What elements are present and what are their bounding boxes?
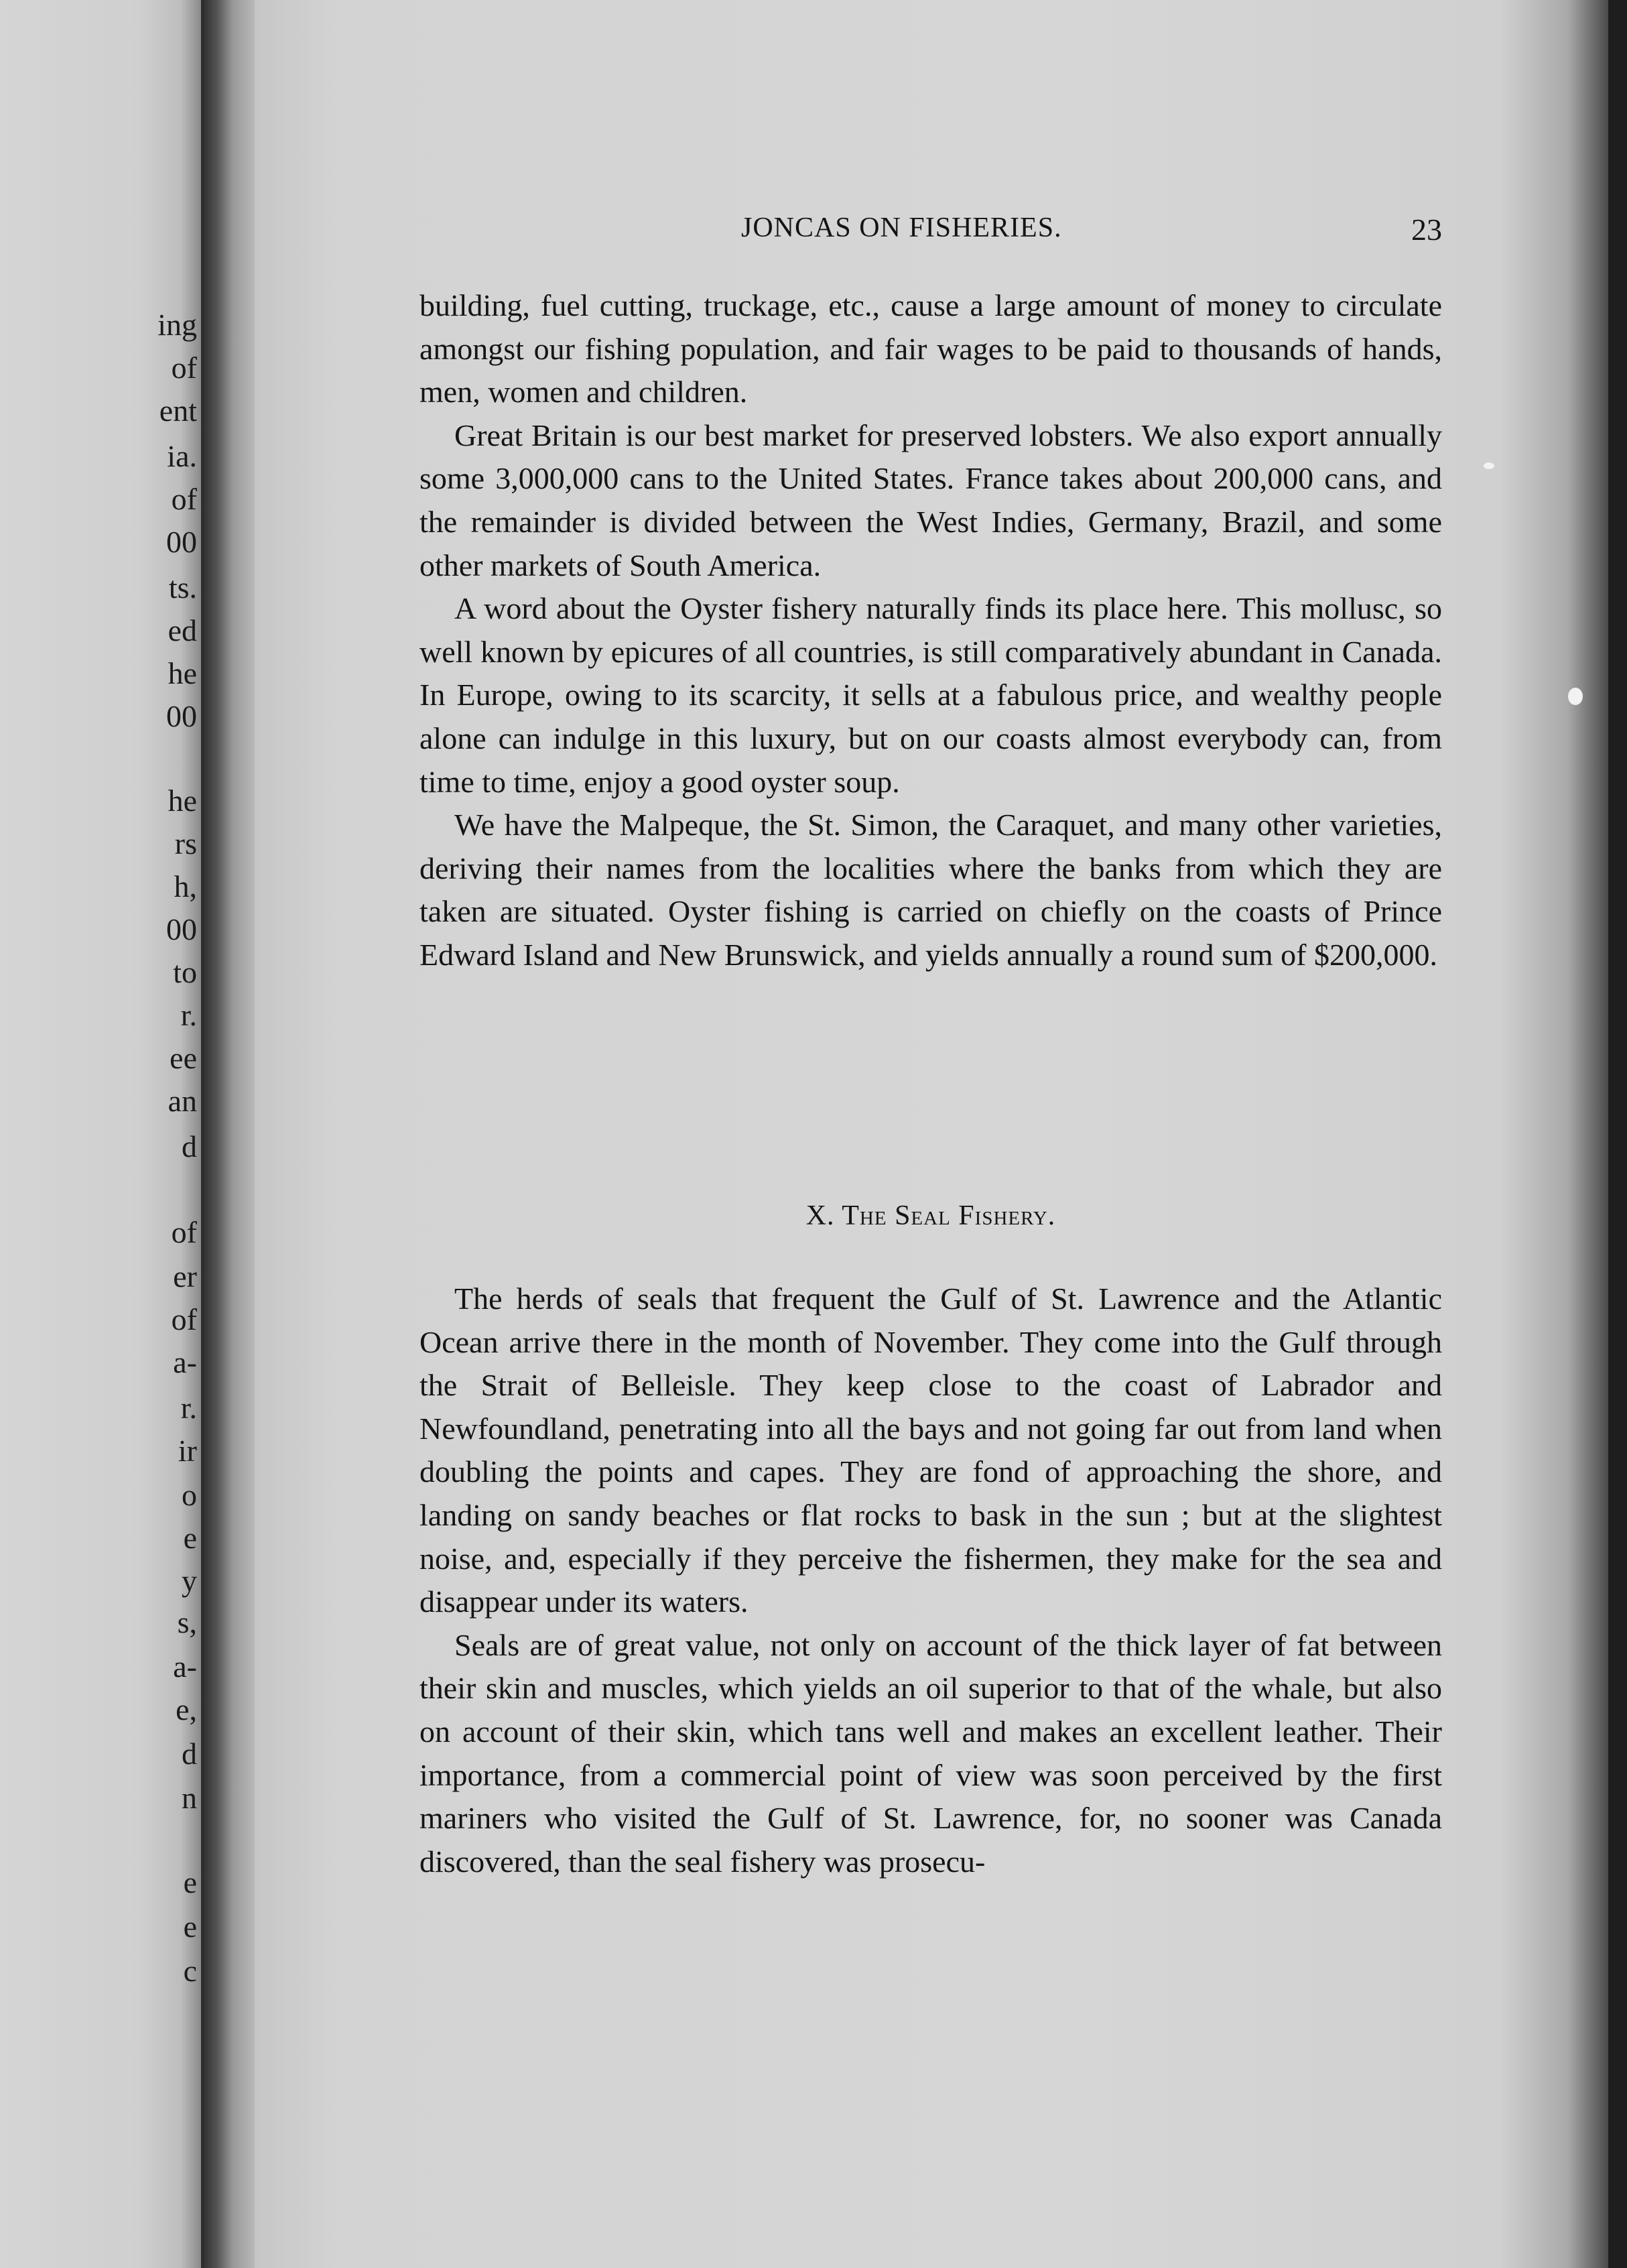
left-page-line-fragment: d — [182, 1129, 197, 1163]
paragraph-continued: building, fuel cutting, truckage, etc., cause a large amount of money to circulate amongst our fishing population, and fair wages to be paid to thousands of hands, men, women and children. — [419, 288, 1442, 410]
left-page-line-fragment: e, — [176, 1692, 197, 1726]
left-page-line-fragment: rs — [174, 826, 197, 861]
left-page-line-fragment: ing — [157, 308, 197, 342]
scan-speck — [1568, 688, 1583, 705]
left-page-line-fragment: e — [183, 1909, 197, 1944]
scan-speck — [1484, 462, 1494, 469]
left-page-line-fragment: ee — [170, 1041, 197, 1075]
left-page-line-fragment: ia. — [167, 439, 197, 473]
left-page-line-fragment: ed — [168, 613, 197, 647]
left-page-line-fragment: ir — [178, 1434, 197, 1468]
page-edge — [1608, 0, 1627, 2268]
left-page-line-fragment: er — [173, 1259, 197, 1294]
left-page-line-fragment: a- — [173, 1649, 197, 1684]
page-number: 23 — [1411, 212, 1442, 247]
left-page-line-fragment: of — [171, 1302, 197, 1336]
section-heading: X. The Seal Fishery. — [805, 1200, 1056, 1231]
left-page-line-fragment: r. — [180, 998, 197, 1032]
left-page-line-fragment: 00 — [166, 699, 197, 733]
paragraph-oyster-varieties: We have the Malpeque, the St. Simon, the Caraquet, and many other varieties, deriving their names from the localities where the banks from which they are taken are situated. Oyster fishing is carried on chiefly on the coasts of Prince Edward Island and New Brunswick, and yields annually a round sum of $200,000. — [419, 808, 1442, 972]
left-page-line-fragment: e — [183, 1521, 197, 1555]
left-page-line-fragment: 00 — [166, 912, 197, 946]
left-page-line-fragment: of — [171, 351, 197, 385]
left-page-line-fragment: r. — [180, 1391, 197, 1425]
paragraph-seal-herds: The herds of seals that frequent the Gulf of St. Lawrence and the Atlantic Ocean arrive there in the month of November. They come into the Gulf through the Strait of Belleisle. They keep close to the coast of Labrador and Newfoundland, penetrating into all the bays and not going far out from land when doubling the points and capes. They are fond of approaching the shore, and landing on sandy beaches or flat rocks to bask in the sun ; but at the slightest noise, and, especially if they perceive the fishermen, they make for the sea and disappear under its waters. — [419, 1281, 1442, 1619]
paragraph-oyster-fishery: A word about the Oyster fishery naturally finds its place here. This mollusc, so well known by epicures of all countries, is still comparatively abundant in Canada. In Europe, owing to its scarcity, it sells at a fabulous price, and wealthy people alone can indulge in this luxury, but on our coasts almost everybody can, from time to time, enjoy a good oyster soup. — [419, 591, 1442, 799]
left-page-line-fragment: 00 — [166, 525, 197, 559]
left-page-line-fragment: o — [182, 1478, 197, 1512]
left-page-line-fragment: of — [171, 1215, 197, 1249]
body-text-bottom — [419, 1277, 1442, 1883]
left-page-line-fragment: s, — [177, 1605, 197, 1639]
left-page-line-fragment: c — [183, 1954, 197, 1988]
left-page-line-fragment: e — [183, 1865, 197, 1899]
left-page-fragment — [0, 0, 201, 2268]
left-page-line-fragment: an — [168, 1084, 197, 1118]
left-page-line-fragment: ts. — [168, 570, 197, 605]
running-head-title: JONCAS ON FISHERIES. — [741, 212, 1062, 243]
left-page-line-fragment: a- — [173, 1345, 197, 1379]
left-page-line-fragment: he — [168, 656, 197, 690]
paragraph-seal-value: Seals are of great value, not only on account of the thick layer of fat between their skin and muscles, which yields an oil superior to that of the whale, but also on account of their skin, which tans well and makes an excellent leather. Their importance, from a commercial point of view was soon perceived by the first mariners who visited the Gulf of St. Lawrence, for, no sooner was Canada discovered, than the seal fishery was prosecu- — [419, 1627, 1442, 1879]
left-page-line-fragment: h, — [174, 869, 197, 903]
running-head — [419, 212, 1442, 252]
left-page-line-fragment: n — [182, 1781, 197, 1815]
left-page-line-fragment: y — [182, 1564, 197, 1598]
left-page-line-fragment: ent — [159, 393, 197, 428]
left-page-line-fragment: of — [171, 482, 197, 516]
paragraph-lobster-exports: Great Britain is our best market for preserved lobsters. We also export annually some 3,000,000 cans to the United States. France takes about 200,000 cans, and the remainder is divided between the West Indies, Germany, Brazil, and some other markets of South America. — [419, 418, 1442, 582]
left-page-line-fragment: he — [168, 783, 197, 818]
left-page-line-fragment: d — [182, 1737, 197, 1771]
body-text-top — [419, 284, 1442, 977]
book-gutter — [201, 0, 255, 2268]
left-page-line-fragment: to — [173, 955, 197, 989]
